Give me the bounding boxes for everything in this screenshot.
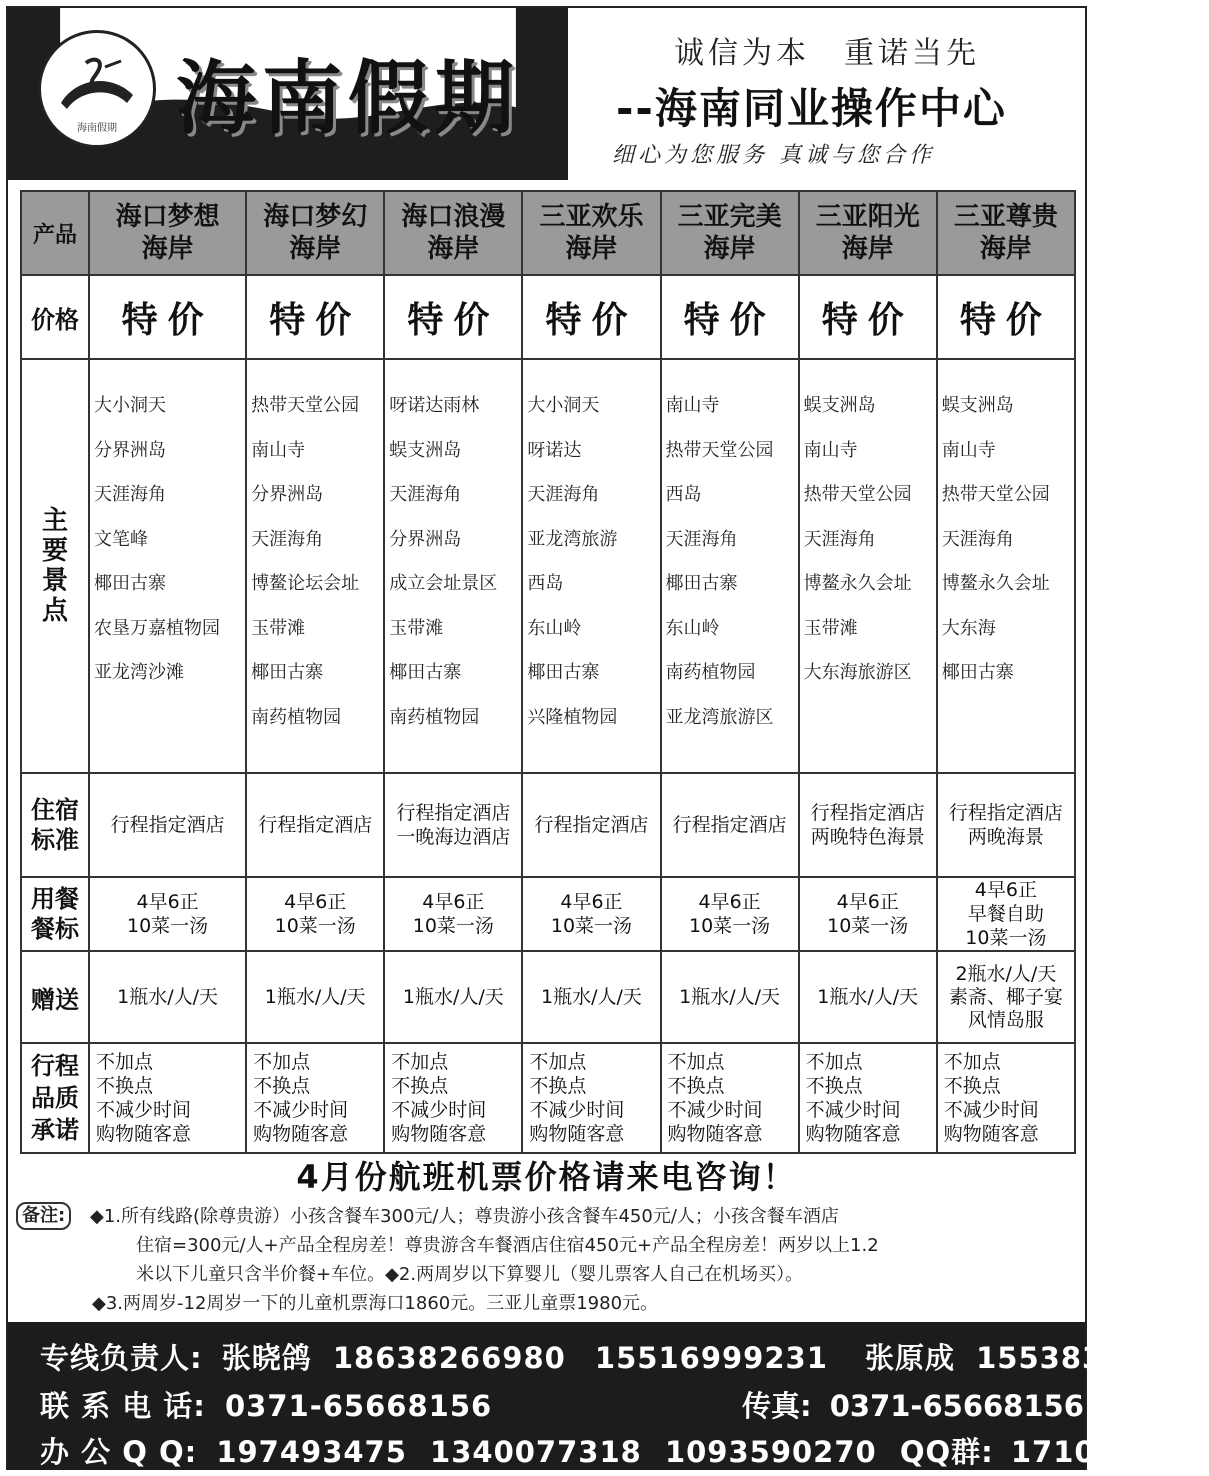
spot-list	[385, 360, 521, 740]
qq-1[interactable]: 197493475	[216, 1435, 407, 1469]
spots-cell-2	[246, 359, 384, 773]
promise-1: 不加点 不换点 不减少时间 购物随客意	[89, 1043, 246, 1153]
hotel-5: 行程指定酒店	[661, 773, 799, 877]
label-hotel	[21, 773, 89, 877]
hotel-4: 行程指定酒店	[522, 773, 660, 877]
spot-list	[90, 360, 245, 696]
spot-item: 椰田古寨	[389, 662, 462, 683]
manager-2-name: 张原成	[865, 1341, 956, 1375]
spot-item: 东山岭	[665, 617, 720, 639]
slogan-service: 细心为您服务 真诚与您合作	[612, 143, 935, 168]
phone-label: 联 系 电 话:	[40, 1389, 206, 1423]
fax-row	[742, 1384, 1084, 1425]
spot-item: 天涯海角	[803, 528, 876, 550]
note-line-3: 米以下儿童只含半价餐+车位。◆2.两周岁以下算婴儿（婴儿票客人自己在机场买）。	[136, 1264, 804, 1285]
row-product	[21, 191, 1075, 275]
meal-6: 4早6正 10菜一汤	[799, 877, 937, 951]
spot-item: 热带天堂公园	[803, 484, 912, 505]
spots-cell-7	[937, 359, 1075, 773]
label-spots-text: 主要景点	[41, 506, 68, 626]
spot-item: 南山寺	[665, 395, 720, 416]
logo-banner	[8, 8, 568, 180]
flight-notice: 4月份航班机票价格请来电咨询！	[296, 1158, 797, 1196]
spot-item: 蜈支洲岛	[941, 395, 1014, 416]
logo-caption: 海南假期	[77, 123, 117, 134]
spot-item: 南山寺	[941, 439, 996, 461]
manager-row	[40, 1336, 1209, 1377]
qq-row	[40, 1430, 1201, 1471]
qq-3[interactable]: 1093590270	[664, 1435, 877, 1469]
spot-item: 大小洞天	[94, 395, 166, 416]
spots-cell-5	[661, 359, 799, 773]
label-hotel-text: 住宿标准	[31, 796, 79, 854]
spot-item: 大小洞天	[527, 395, 600, 416]
qq-label: 办 公 Q Q:	[40, 1435, 198, 1469]
product-table	[20, 190, 1076, 1154]
notes	[16, 1202, 1076, 1318]
spot-item: 天涯海角	[251, 528, 324, 550]
price-6: 特价	[799, 275, 937, 359]
price-4: 特价	[522, 275, 660, 359]
spots-cell-6	[799, 359, 937, 773]
gift-2: 1瓶水/人/天	[246, 951, 384, 1043]
note-line-4: ◆3.两周岁-12周岁一下的儿童机票海口1860元。三亚儿童票1980元。	[92, 1293, 659, 1314]
spots-cell-1	[89, 359, 246, 773]
meal-1: 4早6正 10菜一汤	[89, 877, 246, 951]
hotel-6: 行程指定酒店 两晚特色海景	[799, 773, 937, 877]
qq-group-label: QQ群:	[899, 1435, 994, 1469]
price-1: 特价	[89, 275, 246, 359]
spot-item: 文笔峰	[94, 528, 148, 550]
label-promise-text: 行程品质承诺	[31, 1052, 79, 1144]
manager-1-phone-1[interactable]: 18638266980	[332, 1341, 566, 1375]
spot-item: 椰田古寨	[527, 662, 600, 683]
logo-emblem	[38, 30, 156, 148]
product-name-6: 三亚阳光 海岸	[799, 191, 937, 275]
spots-cell-4	[522, 359, 660, 773]
spot-item: 椰田古寨	[941, 662, 1014, 683]
hotel-2: 行程指定酒店	[246, 773, 384, 877]
row-meal	[21, 877, 1075, 951]
slogan-integrity: 诚信为本 重诺当先	[674, 36, 980, 71]
spot-item: 大东海	[941, 617, 996, 639]
spot-item: 分界洲岛	[94, 439, 166, 461]
spot-item: 天涯海角	[94, 484, 166, 505]
gift-6: 1瓶水/人/天	[799, 951, 937, 1043]
spot-item: 天涯海角	[389, 484, 462, 505]
spot-item: 亚龙湾旅游	[527, 528, 618, 550]
label-gift: 赠送	[21, 951, 89, 1043]
spot-item: 椰田古寨	[251, 662, 324, 683]
spot-item: 呀诺达雨林	[389, 395, 480, 416]
spot-item: 西岛	[527, 573, 564, 594]
phone-row	[40, 1384, 492, 1425]
meal-4: 4早6正 10菜一汤	[522, 877, 660, 951]
spot-item: 博鳌论坛会址	[251, 573, 360, 594]
price-5: 特价	[661, 275, 799, 359]
spot-item: 天涯海角	[665, 528, 738, 550]
spot-item: 亚龙湾旅游区	[665, 706, 774, 728]
spot-list	[523, 360, 659, 740]
label-spots	[21, 359, 89, 773]
meal-5: 4早6正 10菜一汤	[661, 877, 799, 951]
spot-item: 呀诺达	[527, 439, 582, 461]
spot-item: 南山寺	[251, 439, 306, 461]
manager-1-phone-2[interactable]: 15516999231	[594, 1341, 828, 1375]
row-gift	[21, 951, 1075, 1043]
spot-item: 东山岭	[527, 617, 582, 639]
spot-item: 南药植物园	[665, 662, 756, 683]
header	[8, 8, 1085, 180]
product-name-4: 三亚欢乐 海岸	[522, 191, 660, 275]
row-spots	[21, 359, 1075, 773]
spot-item: 兴隆植物园	[527, 706, 618, 728]
promise-3: 不加点 不换点 不减少时间 购物随客意	[384, 1043, 522, 1153]
label-meal-text: 用餐餐标	[31, 885, 79, 943]
label-price: 价格	[21, 275, 89, 359]
phone-number[interactable]: 0371-65668156	[225, 1389, 493, 1423]
spot-item: 热带天堂公园	[251, 395, 360, 416]
meal-7: 4早6正 早餐自助 10菜一汤	[937, 877, 1075, 951]
note-line-2: 住宿=300元/人+产品全程房差！尊贵游含车餐酒店住宿450元+产品全程房差！两岁以上1.2	[136, 1235, 879, 1256]
spot-list	[800, 360, 936, 696]
spot-list	[247, 360, 383, 740]
label-meal	[21, 877, 89, 951]
spot-item: 博鳌永久会址	[803, 573, 912, 594]
gift-4: 1瓶水/人/天	[522, 951, 660, 1043]
hotel-1: 行程指定酒店	[89, 773, 246, 877]
promise-2: 不加点 不换点 不减少时间 购物随客意	[246, 1043, 384, 1153]
spot-item: 蜈支洲岛	[389, 439, 462, 461]
hotel-3: 行程指定酒店 一晚海边酒店	[384, 773, 522, 877]
label-promise	[21, 1043, 89, 1153]
gift-5: 1瓶水/人/天	[661, 951, 799, 1043]
spot-item: 南山寺	[803, 439, 858, 461]
meal-2: 4早6正 10菜一汤	[246, 877, 384, 951]
spot-item: 分界洲岛	[251, 484, 324, 505]
product-name-1: 海口梦想 海岸	[89, 191, 246, 275]
spot-item: 玉带滩	[251, 617, 306, 639]
promise-4: 不加点 不换点 不减少时间 购物随客意	[522, 1043, 660, 1153]
spot-item: 农垦万嘉植物园	[94, 617, 220, 639]
manager-1-name: 张晓鸽	[221, 1341, 312, 1375]
gift-1: 1瓶水/人/天	[89, 951, 246, 1043]
row-price	[21, 275, 1075, 359]
notes-label: 备注:	[16, 1202, 71, 1230]
spot-item: 椰田古寨	[94, 573, 166, 594]
gift-3: 1瓶水/人/天	[384, 951, 522, 1043]
promise-6: 不加点 不换点 不减少时间 购物随客意	[799, 1043, 937, 1153]
price-7: 特价	[937, 275, 1075, 359]
spot-item: 玉带滩	[803, 617, 858, 639]
product-name-5: 三亚完美 海岸	[661, 191, 799, 275]
fax-label: 传真:	[742, 1389, 812, 1423]
gift-7: 2瓶水/人/天 素斋、椰子宴 风情岛服	[937, 951, 1075, 1043]
hotel-7: 行程指定酒店 两晚海景	[937, 773, 1075, 877]
price-2: 特价	[246, 275, 384, 359]
slogan-center: --海南同业操作中心	[616, 84, 1007, 133]
qq-group[interactable]: 171097415	[1010, 1435, 1202, 1469]
spot-item: 南药植物园	[389, 706, 480, 728]
qq-2[interactable]: 1340077318	[430, 1435, 642, 1469]
brand-title: 海南假期	[176, 52, 520, 145]
note-line-1: ◆1.所有线路(除尊贵游）小孩含餐车300元/人；尊贵游小孩含餐车450元/人；小孩含餐车酒店	[90, 1206, 839, 1227]
label-product: 产品	[21, 191, 89, 275]
spot-item: 热带天堂公园	[665, 439, 774, 461]
product-name-2: 海口梦幻 海岸	[246, 191, 384, 275]
spot-item: 天涯海角	[941, 528, 1014, 550]
meal-3: 4早6正 10菜一汤	[384, 877, 522, 951]
product-name-7: 三亚尊贵 海岸	[937, 191, 1075, 275]
spot-item: 热带天堂公园	[941, 484, 1050, 505]
promise-5: 不加点 不换点 不减少时间 购物随客意	[661, 1043, 799, 1153]
spot-list	[938, 360, 1074, 696]
manager-label: 专线负责人:	[40, 1341, 203, 1375]
spot-item: 南药植物园	[251, 706, 342, 728]
spot-list	[662, 360, 798, 740]
promise-7: 不加点 不换点 不减少时间 购物随客意	[937, 1043, 1075, 1153]
spot-item: 蜈支洲岛	[803, 395, 876, 416]
spot-item: 分界洲岛	[389, 528, 462, 550]
spots-cell-3	[384, 359, 522, 773]
spot-item: 西岛	[665, 484, 702, 505]
spot-item: 天涯海角	[527, 484, 600, 505]
price-3: 特价	[384, 275, 522, 359]
row-hotel	[21, 773, 1075, 877]
spot-item: 椰田古寨	[665, 573, 738, 594]
spot-item: 博鳌永久会址	[941, 573, 1050, 594]
fax-number: 0371-65668156	[829, 1389, 1084, 1423]
footer-contact	[8, 1322, 1209, 1470]
row-promise	[21, 1043, 1075, 1153]
spot-item: 成立会址景区	[389, 573, 498, 594]
spot-item: 亚龙湾沙滩	[94, 662, 184, 683]
product-name-3: 海口浪漫 海岸	[384, 191, 522, 275]
spot-item: 玉带滩	[389, 617, 444, 639]
manager-2-phone[interactable]: 15538328075	[976, 1341, 1209, 1375]
spot-item: 大东海旅游区	[803, 662, 912, 683]
